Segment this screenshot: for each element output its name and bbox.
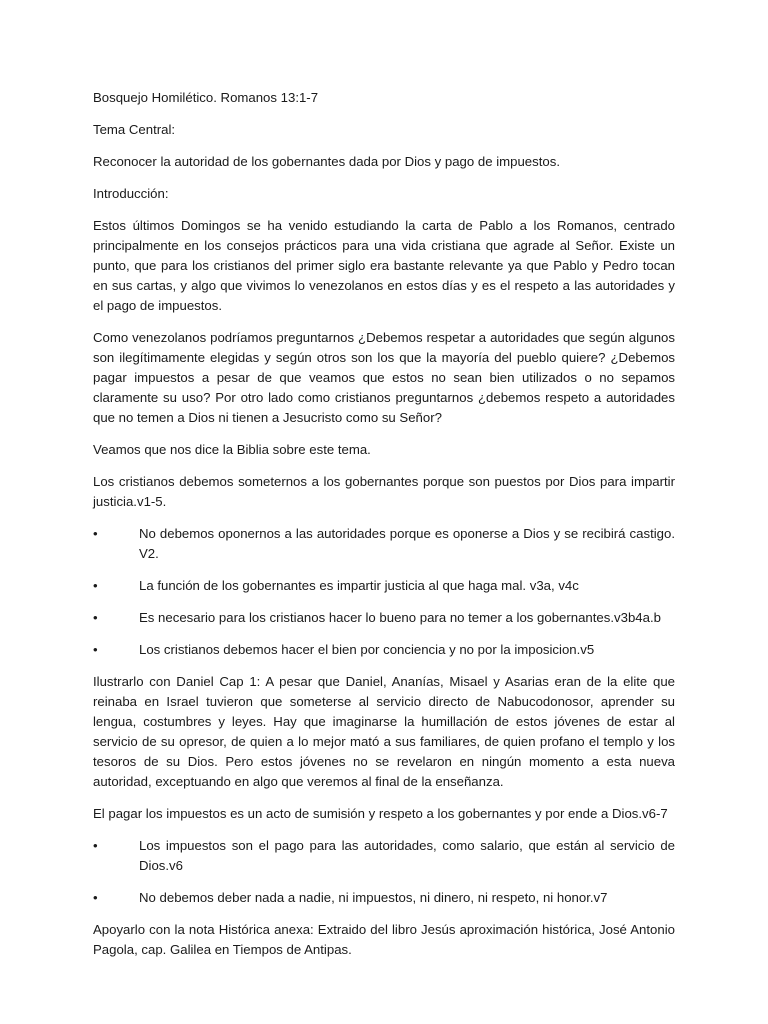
support-paragraph: Apoyarlo con la nota Histórica anexa: Extraido del libro Jesús aproximación histórica, José Antonio Pagola, cap. Galilea en Tiempos de Antipas. <box>93 922 675 957</box>
list-item-text: Es necesario para los cristianos hacer lo bueno para no temer a los gobernantes.v3b4a.b <box>139 610 661 625</box>
list-item <box>93 888 675 908</box>
list-item-text: Los impuestos son el pago para las autoridades, como salario, que están al servicio de Dios.v6 <box>139 838 675 873</box>
list-item-text: La función de los gobernantes es impartir justicia al que haga mal. v3a, v4c <box>139 578 579 593</box>
bullet-icon: • <box>93 578 98 593</box>
point-1: Los cristianos debemos someternos a los gobernantes porque son puestos por Dios para impartir justicia.v1-5. <box>93 474 675 509</box>
list-item <box>93 576 675 596</box>
intro-paragraph-3: Veamos que nos dice la Biblia sobre este tema. <box>93 442 371 457</box>
list-item <box>93 608 675 628</box>
list-item <box>93 836 675 876</box>
bullet-icon: • <box>93 838 98 853</box>
intro-label: Introducción: <box>93 186 169 201</box>
tema-label: Tema Central: <box>93 122 176 137</box>
bullet-icon: • <box>93 526 98 541</box>
list-item <box>93 640 675 660</box>
bullet-icon: • <box>93 610 98 625</box>
list-item-text: No debemos oponernos a las autoridades porque es oponerse a Dios y se recibirá castigo. V2. <box>139 526 675 561</box>
document-title: Bosquejo Homilético. Romanos 13:1-7 <box>93 90 319 105</box>
illustration-paragraph: Ilustrarlo con Daniel Cap 1: A pesar que Daniel, Ananías, Misael y Asarias eran de la elite que reinaba en Israel tuvieron que someterse al servicio directo de Nabucodonosor, aprender su lengua, costumbres y leyes. Hay que imaginarse la humillación de estos jóvenes de estar al servicio de su opresor, de quien a lo mejor mató a sus familiares, de quien profano el templo y los tesoros de su Dios. Pero estos jóvenes no se revelaron en ningún momento a esta nueva autoridad, exceptuando en algo que veremos al final de la enseñanza. <box>93 674 675 789</box>
point-2: El pagar los impuestos es un acto de sumisión y respeto a los gobernantes y por ende a Dios.v6-7 <box>93 806 668 821</box>
point-1-bullets <box>93 524 675 660</box>
point-2-bullets <box>93 836 675 908</box>
tema-text: Reconocer la autoridad de los gobernantes dada por Dios y pago de impuestos. <box>93 154 560 169</box>
list-item-text: Los cristianos debemos hacer el bien por conciencia y no por la imposicion.v5 <box>139 642 595 657</box>
list-item <box>93 524 675 564</box>
document-page <box>93 88 675 972</box>
bullet-icon: • <box>93 642 98 657</box>
intro-paragraph-1: Estos últimos Domingos se ha venido estudiando la carta de Pablo a los Romanos, centrado principalmente en los consejos prácticos para una vida cristiana que agrade al Señor. Existe un punto, que para los cristianos del primer siglo era bastante relevante ya que Pablo y Pedro tocan en sus cartas, y algo que vivimos lo venezolanos en estos días y es el respeto a las autoridades y el pago de impuestos. <box>93 218 675 313</box>
list-item-text: No debemos deber nada a nadie, ni impuestos, ni dinero, ni respeto, ni honor.v7 <box>139 890 608 905</box>
intro-paragraph-2: Como venezolanos podríamos preguntarnos ¿Debemos respetar a autoridades que según algunos son ilegítimamente elegidas y según otros son los que la mayoría del pueblo quiere? ¿Debemos pagar impuestos a pesar de que veamos que estos no sean bien utilizados o no sepamos claramente su uso? Por otro lado como cristianos preguntarnos ¿debemos respeto a autoridades que no temen a Dios ni tienen a Jesucristo como su Señor? <box>93 330 675 425</box>
bullet-icon: • <box>93 890 98 905</box>
